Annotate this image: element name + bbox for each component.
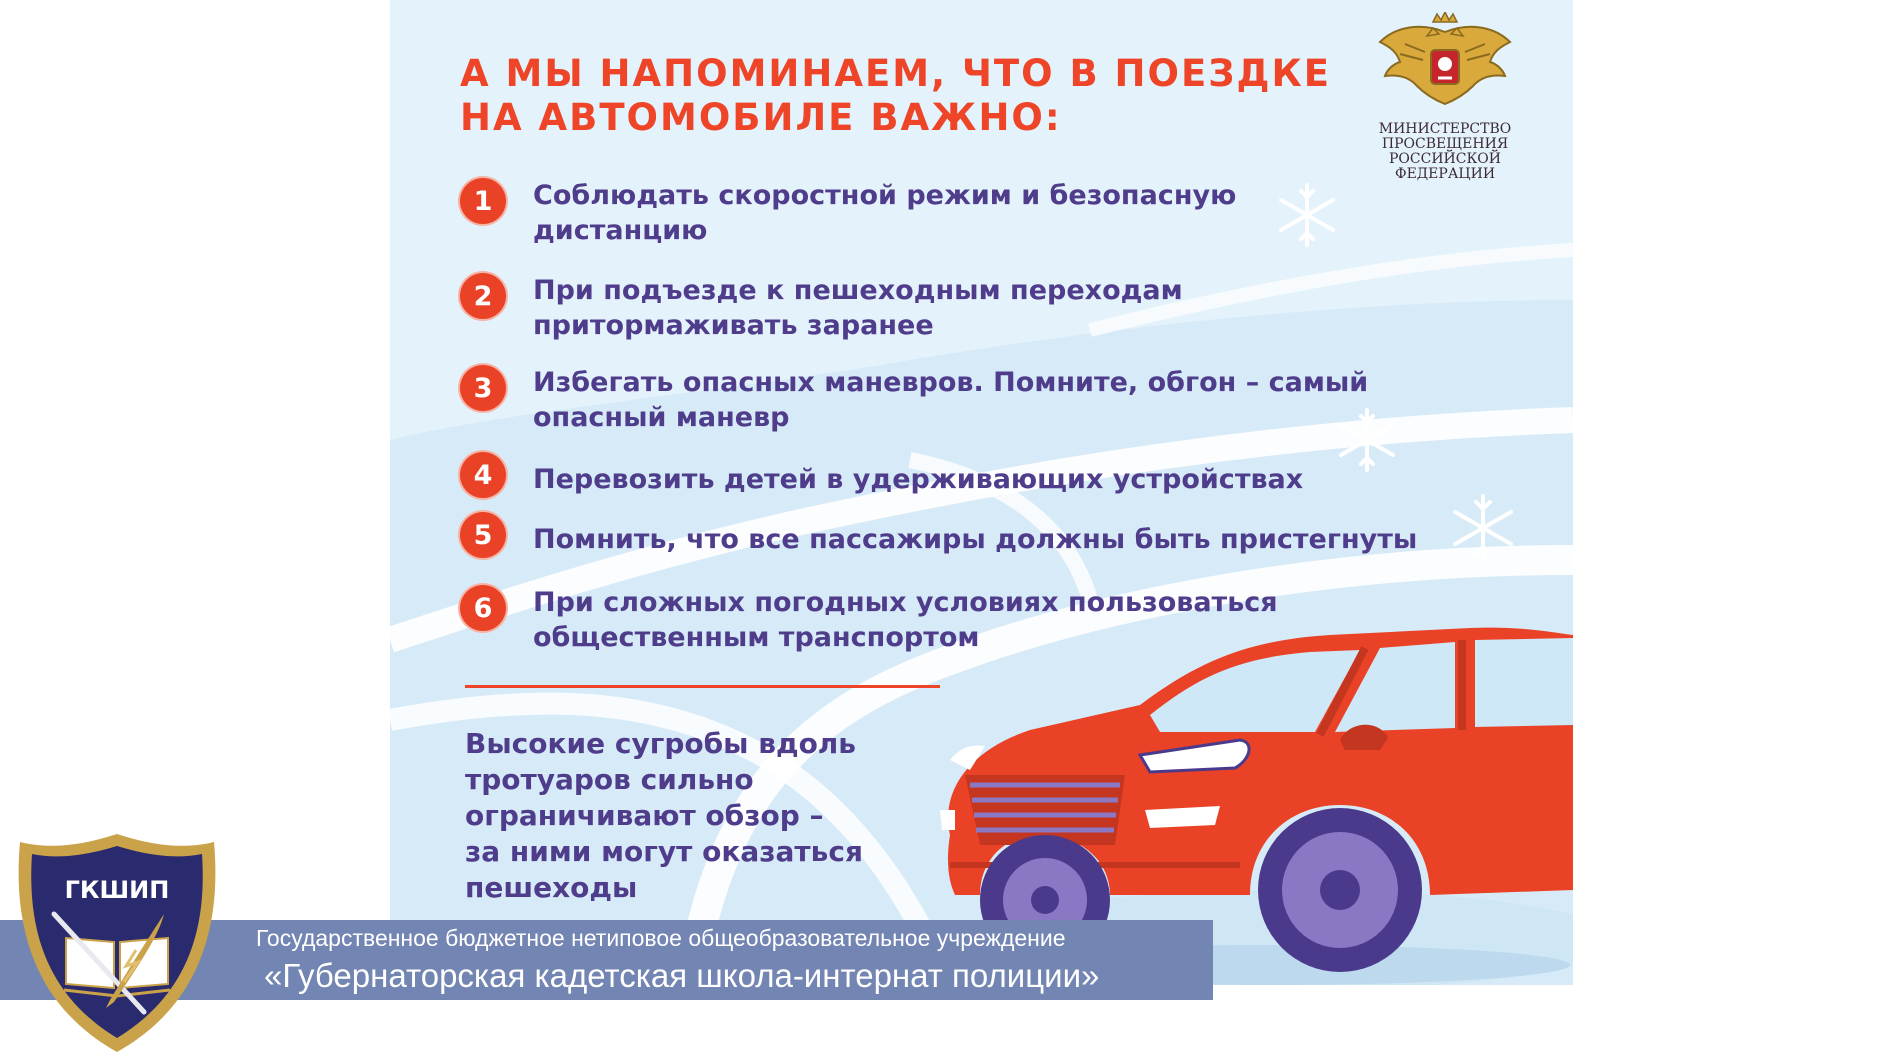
item-text-line: При сложных погодных условиях пользоваться	[533, 587, 1278, 618]
ministry-name-line: МИНИСТЕРСТВО	[1378, 121, 1512, 137]
warning-text	[465, 726, 863, 906]
item-text-line: общественным транспортом	[533, 622, 980, 653]
warning-line: за ними могут оказаться	[465, 835, 863, 868]
item-text	[533, 365, 1368, 435]
ministry-name-line: ФЕДЕРАЦИИ	[1394, 166, 1496, 182]
list-item	[460, 452, 1303, 498]
school-shield-logo	[14, 830, 220, 1056]
warning-line: ограничивают обзор –	[465, 799, 824, 832]
item-text	[533, 178, 1236, 248]
footer-institution-line: Государственное бюджетное нетиповое общеобразовательное учреждение	[256, 925, 1066, 951]
list-item	[460, 178, 1236, 248]
ministry-name	[1360, 122, 1530, 182]
list-item	[460, 273, 1183, 343]
item-text-line: дистанцию	[533, 215, 708, 246]
poster-image	[390, 0, 1573, 985]
item-text-line: При подъезде к пешеходным переходам	[533, 275, 1183, 306]
warning-line: пешеходы	[465, 871, 638, 904]
item-text-line: опасный маневр	[533, 402, 790, 433]
item-number-badge: 6	[460, 585, 506, 631]
item-number-badge: 5	[460, 512, 506, 558]
item-number-badge: 1	[460, 178, 506, 224]
ministry-logo	[1360, 12, 1530, 182]
item-text	[533, 462, 1303, 497]
item-number-badge: 3	[460, 365, 506, 411]
snowflake-icon	[1272, 180, 1342, 250]
item-text-line: Избегать опасных маневров. Помните, обгон – самый	[533, 367, 1369, 398]
item-text-line: притормаживать заранее	[533, 310, 934, 341]
footer-school-name: «Губернаторская кадетская школа-интернат полиции»	[264, 957, 1100, 994]
item-text	[533, 522, 1417, 557]
item-text-line: Помнить, что все пассажиры должны быть пристегнуты	[533, 524, 1418, 555]
ministry-name-line: РОССИЙСКОЙ	[1389, 151, 1501, 167]
ministry-name-line: ПРОСВЕЩЕНИЯ	[1381, 136, 1509, 152]
warning-line: тротуаров сильно	[465, 763, 754, 796]
list-item	[460, 365, 1368, 435]
item-text	[533, 273, 1183, 343]
item-text-line: Перевозить детей в удерживающих устройствах	[533, 464, 1304, 495]
item-number-badge: 4	[460, 452, 506, 498]
ministry-eagle-emblem	[1375, 12, 1515, 112]
warning-line: Высокие сугробы вдоль	[465, 727, 857, 760]
headline-line: НА АВТОМОБИЛЕ ВАЖНО:	[460, 96, 1062, 139]
poster-headline	[460, 52, 1331, 140]
snowflake-icon	[1445, 490, 1521, 566]
item-number-badge: 2	[460, 273, 506, 319]
headline-line: А МЫ НАПОМИНАЕМ, ЧТО В ПОЕЗДКЕ	[460, 52, 1332, 95]
separator-line	[465, 685, 940, 688]
item-text-line: Соблюдать скоростной режим и безопасную	[533, 180, 1237, 211]
logo-text: ГКШИП	[64, 876, 170, 904]
list-item	[460, 512, 1417, 558]
